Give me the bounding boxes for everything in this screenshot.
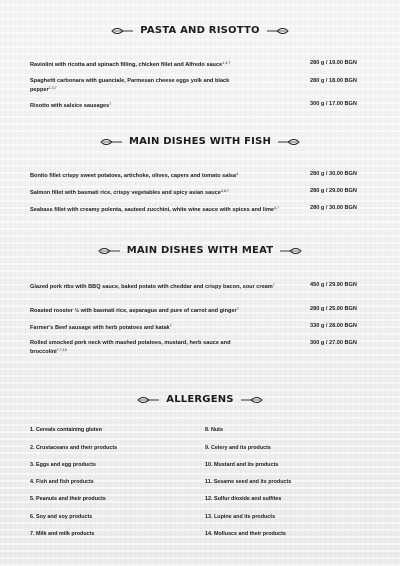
item-price: 330 g / 28.00 BGN: [310, 323, 357, 329]
allergen-item: 14. Molluscs and their products: [205, 531, 286, 537]
item-price: 280 g / 30.00 BGN: [310, 205, 357, 211]
allergen-item: 9. Celery and its products: [205, 445, 271, 451]
section-header-fish: [0, 136, 400, 147]
item-allergen-codes: 4: [236, 172, 239, 176]
item-name: Glazed pork ribs with BBQ sauce, baked potato with cheddar and crispy bacon, sour cream: [30, 284, 273, 290]
allergen-item: 6. Soy and soy products: [30, 514, 93, 520]
item-price: 280 g / 29.00 BGN: [310, 188, 357, 194]
menu-item: [30, 323, 370, 332]
menu-item: [30, 171, 370, 180]
section-header-allergens: [0, 394, 400, 405]
allergen-item: 3. Eggs and egg products: [30, 462, 96, 468]
allergen-item: 2. Crustaceans and their products: [30, 445, 118, 451]
item-price: 280 g / 30.00 BGN: [310, 171, 357, 177]
item-allergen-codes: 7,7,10: [56, 347, 67, 352]
item-name: Spaghetti carbonara with guanciale, Parmesan cheese eggs yolk and black pepper: [30, 78, 230, 93]
allergen-item: 13. Lupine and its products: [205, 514, 276, 520]
menu-item: [30, 306, 370, 315]
section-title: MAIN DISHES WITH MEAT: [126, 245, 274, 256]
menu-item: [30, 101, 370, 110]
allergen-item: 4. Fish and fish products: [30, 479, 94, 485]
item-name: Rolled smocked pork neck with mashed potatoes, mustard, herb sauce and broccolini: [30, 340, 231, 355]
item-name: Seabass fillet with creamy polenta, sauteed zucchini, white wine sauce with spices and lime: [30, 207, 275, 213]
section-header-pasta: [0, 25, 400, 36]
menu-item: [30, 188, 370, 197]
item-price: 450 g / 29.90 BGN: [310, 282, 357, 288]
menu-item: [30, 60, 370, 69]
leaf-ornament-icon: [241, 395, 263, 405]
allergen-item: 1. Cereals containing gluten: [30, 427, 102, 433]
allergen-item: 8. Nuts: [205, 427, 223, 433]
item-name: Bonito fillet crispy sweet potatoes, artichoke, olives, capers and tomato salsa: [30, 173, 237, 179]
leaf-ornament-icon: [111, 26, 133, 36]
leaf-ornament-icon: [278, 137, 300, 147]
allergen-item: 5. Peanuts and their products: [30, 496, 106, 502]
item-price: 280 g / 19.00 BGN: [310, 60, 357, 66]
section-header-meat: [0, 245, 400, 256]
item-allergen-codes: 7: [236, 307, 239, 311]
item-allergen-codes: 7: [272, 283, 275, 287]
item-allergen-codes: 4,7: [274, 206, 280, 210]
leaf-ornament-icon: [98, 246, 120, 256]
item-price: 300 g / 17.00 BGN: [310, 101, 357, 107]
item-price: 300 g / 27.00 BGN: [310, 340, 357, 346]
leaf-ornament-icon: [267, 26, 289, 36]
item-price: 280 g / 25.00 BGN: [310, 306, 357, 312]
section-title: MAIN DISHES WITH FISH: [128, 136, 272, 147]
menu-item: [30, 282, 370, 291]
item-name: Risotto with salsice sausages: [30, 103, 110, 109]
item-allergen-codes: 7: [109, 102, 112, 106]
item-name: Raviolini with ricotta and spinach filling, chicken fillet and Alfredo sauce: [30, 62, 223, 68]
item-price: 280 g / 18.00 BGN: [310, 78, 357, 84]
allergen-item: 12. Sulfur dioxide and sulfites: [205, 496, 282, 502]
item-name: Salmon fillet with basmati rice, crispy vegetables and spicy asian sauce: [30, 190, 221, 196]
leaf-ornament-icon: [280, 246, 302, 256]
allergen-item: 10. Mustard and its products: [205, 462, 279, 468]
leaf-ornament-icon: [137, 395, 159, 405]
leaf-ornament-icon: [100, 137, 122, 147]
allergen-item: 11. Sesame seed and its products: [205, 479, 292, 485]
menu-item: [30, 205, 370, 214]
allergen-item: 7. Milk and milk products: [30, 531, 95, 537]
item-name: Farmer's Beef sausage with herb potatoes and katak: [30, 325, 170, 331]
menu-item: [30, 78, 370, 94]
item-allergen-codes: 4,6,7: [220, 189, 229, 193]
section-title: PASTA AND RISOTTO: [140, 25, 260, 36]
section-title: ALLERGENS: [166, 394, 234, 405]
menu-item: [30, 340, 370, 356]
item-allergen-codes: 1,3,7: [48, 85, 57, 90]
item-allergen-codes: 7: [169, 324, 172, 328]
item-allergen-codes: 1,3,7: [222, 61, 231, 65]
item-name: Roasted rooster ½ with basmati rice, asparagus and pure of carrot and ginger: [30, 308, 237, 314]
